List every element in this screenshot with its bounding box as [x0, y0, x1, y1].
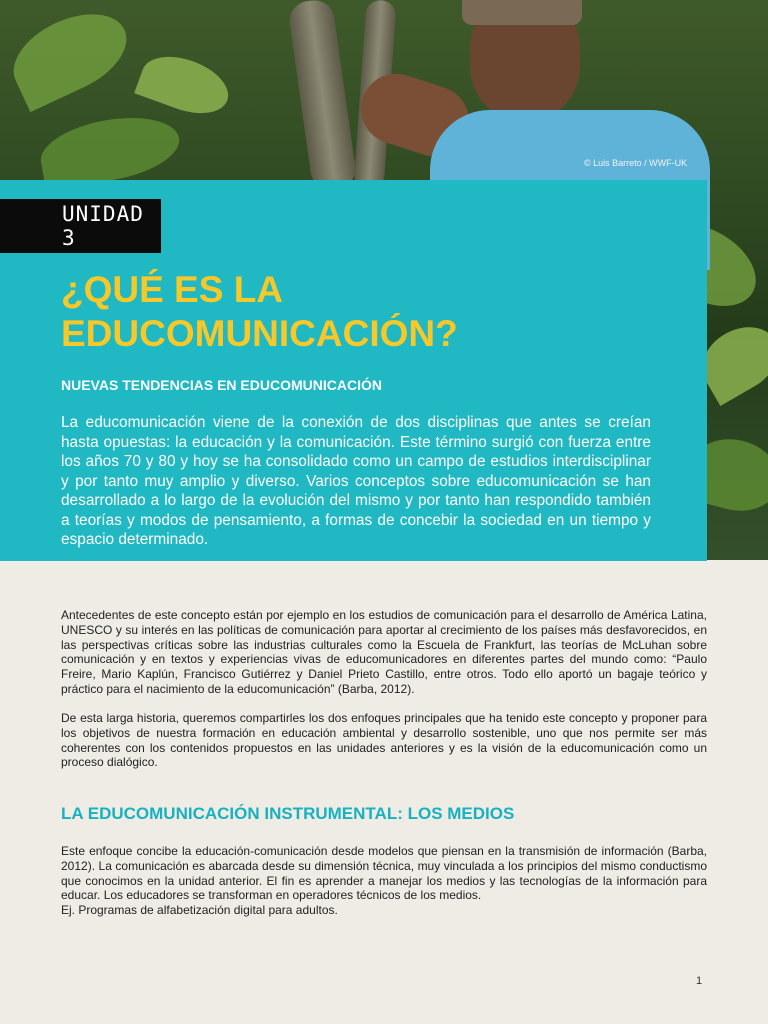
page-subtitle: NUEVAS TENDENCIAS EN EDUCOMUNICACIÓN: [61, 377, 382, 393]
section-example: Ej. Programas de alfabetización digital para adultos.: [61, 903, 338, 918]
page-number: 1: [696, 975, 703, 987]
section-paragraph: Este enfoque concibe la educación-comunicación desde modelos que piensan en la transmisión de información (Barba, 2012). La comunicación es abarcada desde su dimensión técnica, muy vinculada a los principios del mismo conductismo que conocimos en la unidad anterior. El fin es aprender a manejar los medios y las tecnologías de la información para educar. Los educadores se transforman en operadores técnicos de los medios.: [61, 844, 707, 903]
leaf-shape: [1, 0, 139, 112]
section-body: [61, 844, 707, 918]
leaf-shape: [134, 46, 236, 124]
intro-paragraph: La educomunicación viene de la conexión de dos disciplinas que antes se creían hasta opuestas: la educación y la comunicación. Este término surgió con fuerza entre los años 70 y 80 y hoy se ha consolidado como un campo de estudios interdisciplinar y por tanto muy amplio y diverso. Varios conceptos sobre educomunicación se han desarrollado a lo largo de la evolución del mismo y por tanto han respondido también a teorías y modos de pensamiento, a formas de concebir la sociedad en un tiempo y espacio determinado.: [61, 414, 651, 548]
tree-trunk: [287, 0, 358, 192]
person-cap: [462, 0, 582, 25]
unit-label: UNIDAD 3: [0, 199, 161, 253]
page-title: ¿QUÉ ES LA EDUCOMUNICACIÓN?: [61, 269, 458, 354]
body-paragraph-2: De esta larga historia, queremos compartirles los dos enfoques principales que ha tenido este concepto y proponer para los objetivos de nuestra formación en educación ambiental y desarrollo sostenible, uno que nos permite ser más coherentes con los contenidos propuestos en las unidades anteriores y es la visión de la educomunicación como un proceso dialógico.: [61, 711, 707, 770]
section-heading: LA EDUCOMUNICACIÓN INSTRUMENTAL: LOS MEDIOS: [61, 804, 515, 823]
body-paragraph-1: Antecedentes de este concepto están por ejemplo en los estudios de comunicación para el desarrollo de América Latina, UNESCO y su interés en las políticas de comunicación para aportar al crecimiento de los países más desfavorecidos, en las perspectivas críticas sobre las industrias culturales como la Escuela de Frankfurt, las teorías de McLuhan sobre comunicación y en textos y experiencias vivas de educomunicadores en diferentes partes del mundo como: “Paulo Freire, Mario Kaplún, Francisco Gutiérrez y Daniel Prieto Castillo, entre otros. Todo ello aportó un bagaje teórico y práctico para el nacimiento de la educomunicación” (Barba, 2012).: [61, 608, 707, 696]
photo-credit: © Luis Barreto / WWF-UK: [584, 158, 688, 168]
